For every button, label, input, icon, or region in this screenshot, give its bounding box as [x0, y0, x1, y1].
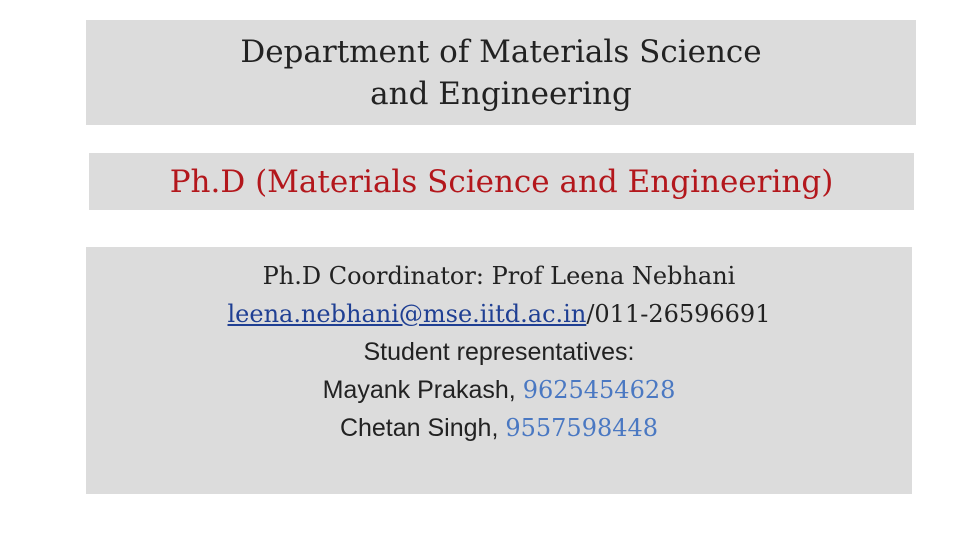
coordinator-email-link[interactable]: leena.nebhani@mse.iitd.ac.in: [227, 300, 587, 328]
representative-phone: 9625454628: [522, 376, 676, 404]
representative-phone: 9557598448: [505, 414, 659, 442]
representative-row-2: [340, 409, 658, 447]
coordinator-contact-line: [228, 295, 771, 333]
contact-info-box: [86, 247, 912, 494]
representative-name: Mayank Prakash,: [322, 376, 523, 404]
program-title-box: [89, 153, 914, 210]
department-title-line-2: and Engineering: [370, 75, 632, 112]
representative-row-1: [323, 371, 676, 409]
representatives-heading: Student representatives:: [363, 338, 635, 366]
department-title-line-1: Department of Materials Science: [240, 33, 762, 70]
representative-name: Chetan Singh,: [339, 414, 506, 442]
department-title-box: [86, 20, 916, 125]
program-title: Ph.D (Materials Science and Engineering): [169, 163, 834, 200]
coordinator-line: Ph.D Coordinator: Prof Leena Nebhani: [262, 262, 736, 290]
coordinator-phone: /011-26596691: [586, 300, 771, 328]
